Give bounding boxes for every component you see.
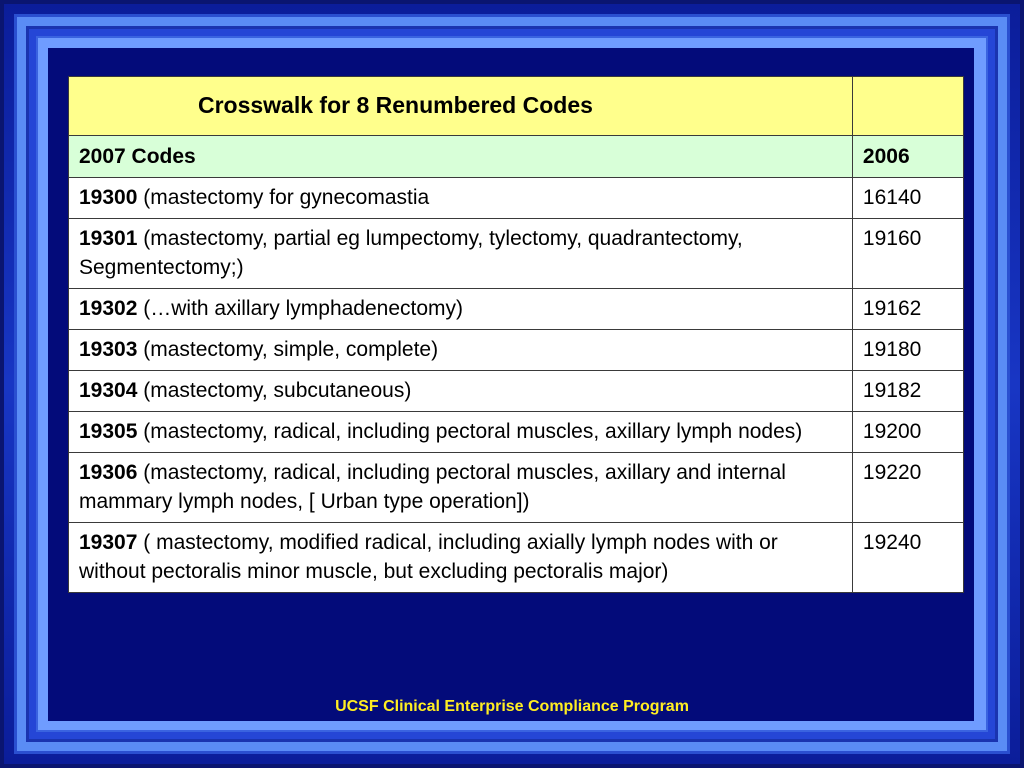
code-cell (69, 178, 853, 219)
table-row (69, 289, 964, 330)
table-row (69, 412, 964, 453)
code-cell (69, 523, 853, 593)
old-code-cell: 19220 (852, 453, 963, 523)
code-cell (69, 371, 853, 412)
code-number: 19305 (79, 420, 138, 443)
code-cell (69, 219, 853, 289)
old-code-cell: 19160 (852, 219, 963, 289)
code-description: (mastectomy, simple, complete) (143, 338, 439, 361)
code-number: 19307 (79, 531, 138, 554)
table-title: Crosswalk for 8 Renumbered Codes (69, 77, 853, 136)
table-row (69, 371, 964, 412)
old-code-cell: 19240 (852, 523, 963, 593)
code-number: 19300 (79, 186, 138, 209)
code-description: (mastectomy, radical, including pectoral muscles, axillary and internal mammary lymph nodes, [ Urban type operation]) (79, 461, 786, 513)
code-cell (69, 289, 853, 330)
table-row (69, 219, 964, 289)
table-row (69, 453, 964, 523)
code-cell (69, 412, 853, 453)
table-row (69, 178, 964, 219)
code-number: 19302 (79, 297, 138, 320)
code-number: 19304 (79, 379, 138, 402)
table-row (69, 523, 964, 593)
crosswalk-table (68, 76, 964, 593)
table-title-row (69, 77, 964, 136)
code-description: (mastectomy for gynecomastia (143, 186, 430, 209)
code-description: ( mastectomy, modified radical, including axially lymph nodes with or without pectoralis minor muscle, but excluding pectoralis major) (79, 531, 778, 583)
old-code-cell: 19200 (852, 412, 963, 453)
old-code-cell: 16140 (852, 178, 963, 219)
table-title-right-cell (852, 77, 963, 136)
code-cell (69, 330, 853, 371)
code-description: (mastectomy, radical, including pectoral muscles, axillary lymph nodes) (143, 420, 803, 443)
old-code-cell: 19182 (852, 371, 963, 412)
table-header-row (69, 136, 964, 178)
code-number: 19301 (79, 227, 138, 250)
code-description: (…with axillary lymphadenectomy) (143, 297, 464, 320)
code-number: 19303 (79, 338, 138, 361)
header-2007-codes: 2007 Codes (69, 136, 853, 178)
footer-program-name: UCSF Clinical Enterprise Compliance Program (335, 698, 689, 715)
old-code-cell: 19180 (852, 330, 963, 371)
code-number: 19306 (79, 461, 138, 484)
old-code-cell: 19162 (852, 289, 963, 330)
code-cell (69, 453, 853, 523)
header-2006: 2006 (852, 136, 963, 178)
code-description: (mastectomy, subcutaneous) (143, 379, 412, 402)
code-description: (mastectomy, partial eg lumpectomy, tylectomy, quadrantectomy, Segmentectomy;) (79, 227, 743, 279)
table-row (69, 330, 964, 371)
